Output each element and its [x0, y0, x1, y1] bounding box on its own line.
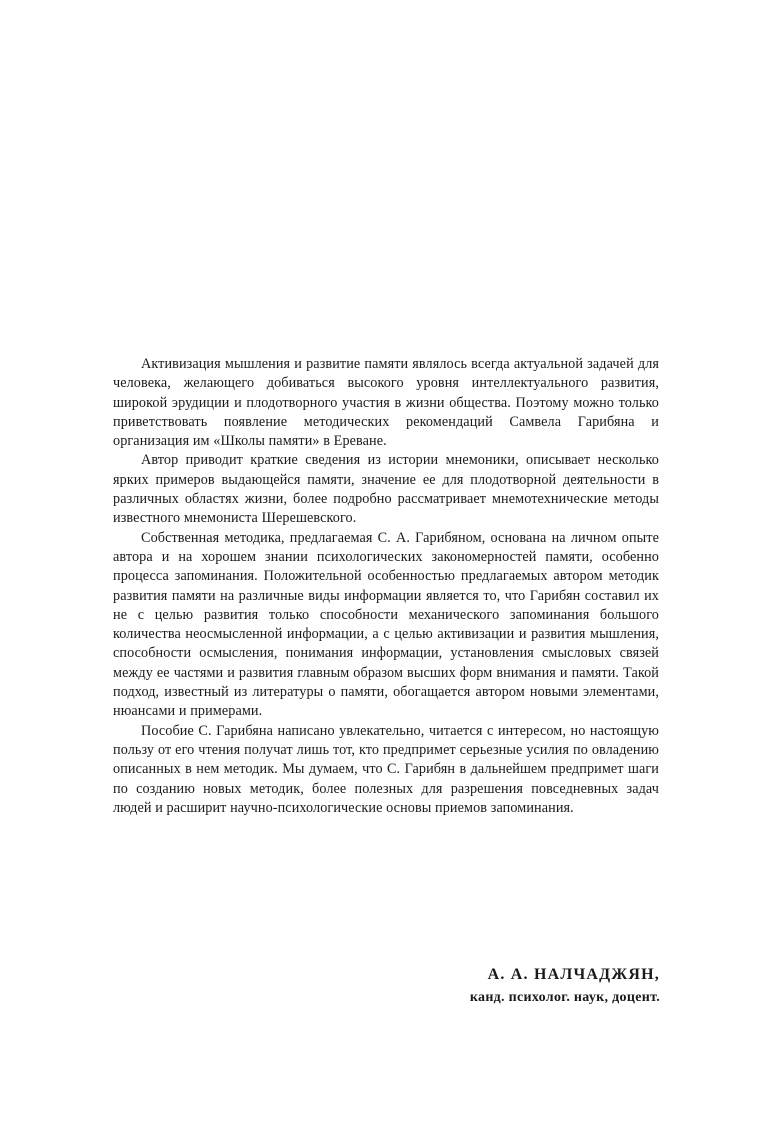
paragraph-2: Автор приводит краткие сведения из истории мнемоники, описывает несколько ярких примеров выдающейся памяти, значение ее для плодотворной деятельности в различных областях жизни, более подробно рассматривает мнемотехнические методы известного мнемониста Шерешевского.: [113, 452, 659, 527]
author-title: канд. психолог. наук, доцент.: [469, 990, 660, 1005]
author-name: А. А. НАЛЧАДЖЯН,: [487, 966, 660, 983]
paragraph-1: Активизация мышления и развитие памяти являлось всегда актуальной задачей для человека, желающего добиваться высокого уровня интеллектуального развития, широкой эрудиции и плодотворного участия в жизни общества. Поэтому можно только приветствовать появление методических рекомендаций Самвела Гарибяна и организация им «Школы памяти» в Ереване.: [113, 356, 659, 450]
signature-block: [470, 963, 660, 1009]
body-text: [113, 355, 659, 818]
paragraph-3: Собственная методика, предлагаемая С. А. Гарибяном, основана на личном опыте автора и на хорошем знании психологических закономерностей памяти, особенно процесса запоминания. Положительной особенностью предлагаемых автором методик развития памяти на различные виды информации является то, что Гарибян составил их не с целью развития только способности механического запоминания большого количества неосмысленной информации, а с целью активизации и развития мышления, способности осмысления, понимания информации, установления смысловых связей между ее частями и развития главным образом высших форм внимания и памяти. Такой подход, известный из литературы о памяти, обогащается автором новыми элементами, нюансами и примерами.: [113, 529, 659, 720]
paragraph-4: Пособие С. Гарибяна написано увлекательно, читается с интересом, но настоящую пользу от его чтения получат лишь тот, кто предпримет серьезные усилия по овладению описанных в нем методик. Мы думаем, что С. Гарибян в дальнейшем предпримет шаги по созданию новых методик, более полезных для разрешения повседневных задач людей и расширит научно-психологические основы приемов запоминания.: [113, 722, 659, 816]
